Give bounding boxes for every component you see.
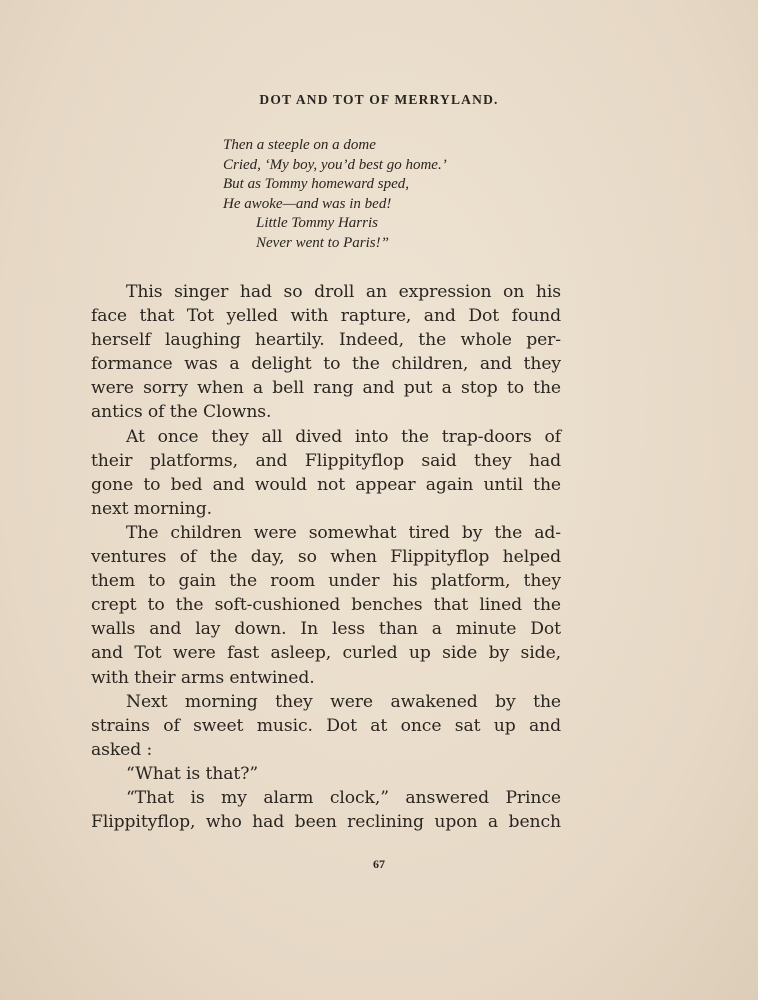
text-line: gone to bed and would not appear again until the bbox=[91, 474, 561, 495]
text-line: walls and lay down. In less than a minute Dot bbox=[91, 619, 561, 640]
text-line: and Tot were fast asleep, curled up side by side, bbox=[91, 643, 561, 664]
text-line: formance was a delight to the children, and they bbox=[91, 354, 561, 375]
text-line: with their arms entwined. bbox=[91, 667, 315, 688]
verse-line: Little Tommy Harris bbox=[256, 215, 378, 232]
text-line: herself laughing heartily. Indeed, the whole per- bbox=[91, 330, 561, 351]
text-line: next morning. bbox=[91, 498, 212, 519]
text-line: At once they all dived into the trap-doors of bbox=[126, 426, 561, 447]
text-line: The children were somewhat tired by the ad- bbox=[126, 522, 561, 543]
verse-line: He awoke—and was in bed! bbox=[223, 195, 392, 212]
running-head: DOT AND TOT OF MERRYLAND. bbox=[259, 92, 499, 107]
text-line: were sorry when a bell rang and put a stop to the bbox=[91, 378, 561, 399]
text-line: face that Tot yelled with rapture, and Dot found bbox=[91, 306, 561, 327]
text-line: asked : bbox=[91, 739, 153, 760]
verse-line: Cried, ‘My boy, you’d best go home.’ bbox=[223, 156, 447, 173]
verse-stanza bbox=[223, 136, 447, 254]
text-line: antics of the Clowns. bbox=[91, 402, 272, 423]
page-number: 67 bbox=[373, 857, 385, 871]
text-line: their platforms, and Flippityflop said they had bbox=[91, 450, 561, 471]
verse-line: But as Tommy homeward sped, bbox=[223, 176, 409, 193]
text-line: ventures of the day, so when Flippityflop helped bbox=[91, 547, 561, 568]
text-line: This singer had so droll an expression on his bbox=[126, 282, 561, 302]
text-line: Next morning they were awakened by the bbox=[126, 691, 561, 712]
text-line: crept to the soft-cushioned benches that lined the bbox=[91, 595, 561, 616]
text-line: strains of sweet music. Dot at once sat up and bbox=[91, 715, 561, 736]
text-line: “What is that?” bbox=[126, 763, 259, 784]
body-text bbox=[91, 280, 561, 834]
verse-line: Then a steeple on a dome bbox=[223, 137, 376, 153]
text-line: Flippityflop, who had been reclining upon a bench bbox=[91, 812, 561, 833]
text-line: “That is my alarm clock,” answered Prince bbox=[126, 787, 561, 808]
text-line: them to gain the room under his platform, they bbox=[91, 571, 561, 592]
verse-line: Never went to Paris!” bbox=[256, 234, 389, 251]
